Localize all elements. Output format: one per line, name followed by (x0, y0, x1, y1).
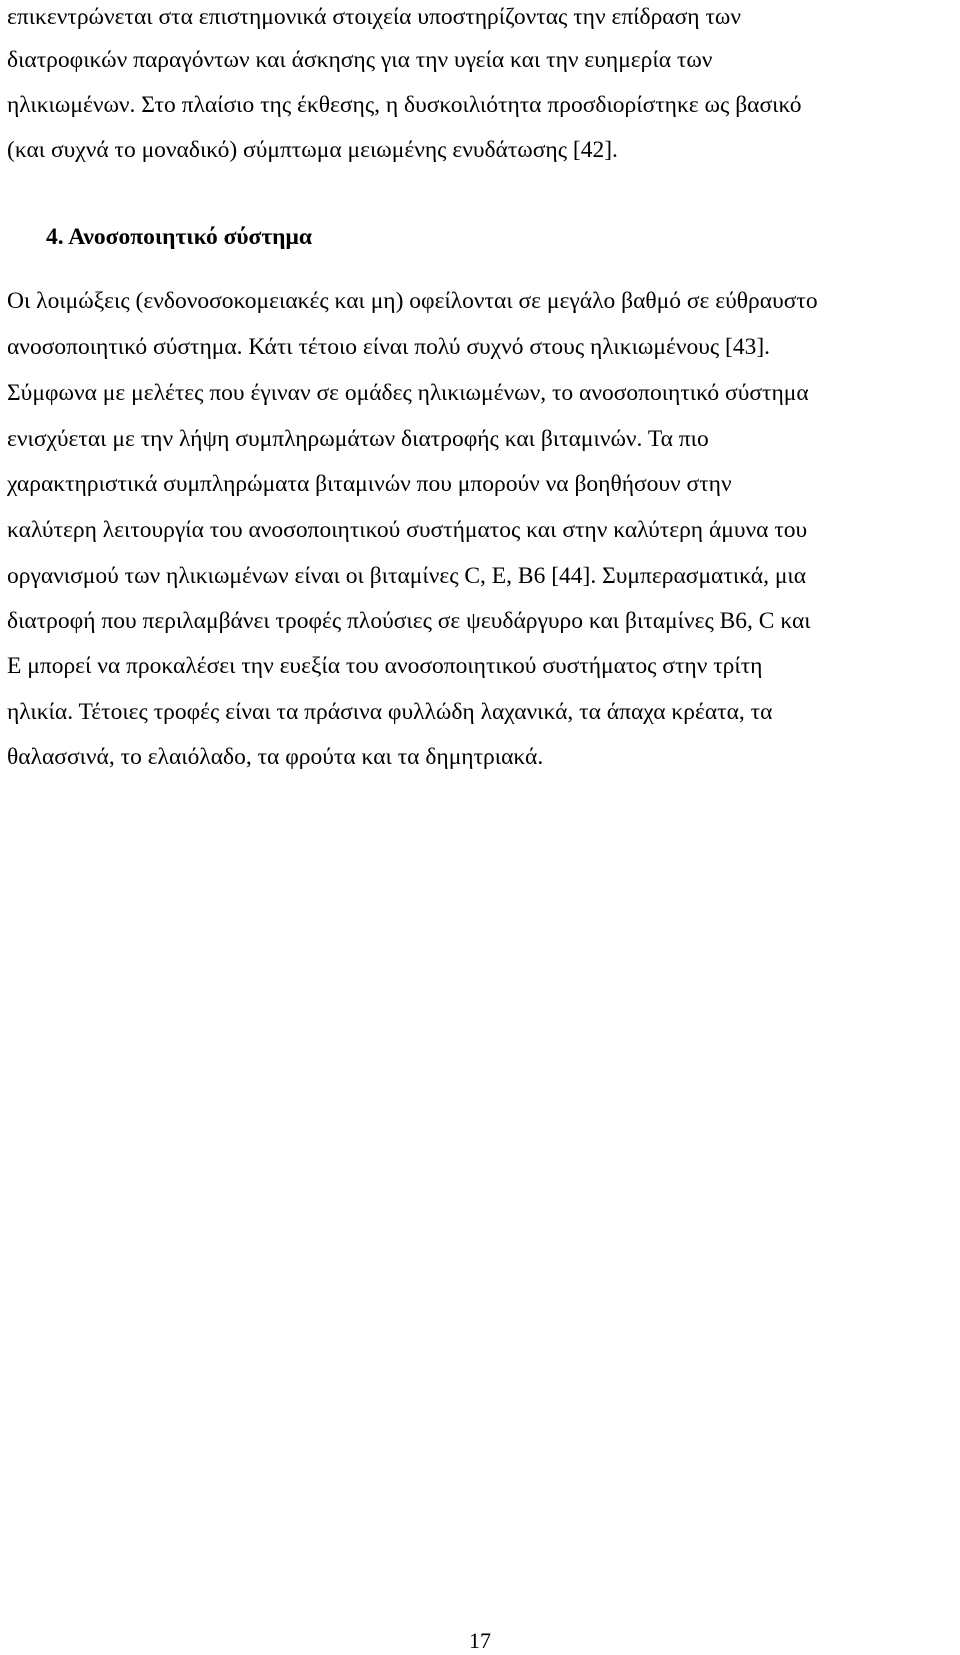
text-line: ηλικία. Τέτοιες τροφές είναι τα πράσινα φυλλώδη λαχανικά, τα άπαχα κρέατα, τα (7, 699, 773, 725)
text-line: Ε μπορεί να προκαλέσει την ευεξία του ανοσοποιητικού συστήματος στην τρίτη (7, 653, 763, 679)
text-line: διατροφή που περιλαμβάνει τροφές πλούσιες σε ψευδάργυρο και βιταμίνες Β6, C και (7, 608, 811, 634)
text-line: οργανισμού των ηλικιωμένων είναι οι βιταμίνες C, E, B6 [44]. Συμπερασματικά, μια (7, 563, 807, 589)
text-line: θαλασσινά, το ελαιόλαδο, τα φρούτα και τα δημητριακά. (7, 744, 544, 770)
text-line: ενισχύεται με την λήψη συμπληρωμάτων διατροφής και βιταμινών. Τα πιο (7, 426, 709, 452)
text-line: Οι λοιμώξεις (ενδονοσοκομειακές και μη) οφείλονται σε μεγάλο βαθμό σε εύθραυστο (7, 288, 818, 314)
text-line: καλύτερη λειτουργία του ανοσοποιητικού συστήματος και στην καλύτερη άμυνα του (7, 517, 808, 543)
page-number: 17 (469, 1628, 491, 1653)
text-line: Σύμφωνα με μελέτες που έγιναν σε ομάδες ηλικιωμένων, το ανοσοποιητικό σύστημα (7, 380, 809, 406)
text-line: χαρακτηριστικά συμπληρώματα βιταμινών που μπορούν να βοηθήσουν στην (7, 471, 732, 497)
section-heading: 4. Ανοσοποιητικό σύστημα (46, 224, 312, 250)
text-line: ηλικιωμένων. Στο πλαίσιο της έκθεσης, η δυσκοιλιότητα προσδιορίστηκε ως βασικό (7, 92, 802, 118)
text-line: (και συχνά το μοναδικό) σύμπτωμα μειωμένης ενυδάτωσης [42]. (7, 137, 618, 163)
text-line: ανοσοποιητικό σύστημα. Κάτι τέτοιο είναι πολύ συχνό στους ηλικιωμένους [43]. (7, 334, 771, 360)
text-line: διατροφικών παραγόντων και άσκησης για την υγεία και την ευημερία των (7, 47, 713, 73)
text-line: επικεντρώνεται στα επιστημονικά στοιχεία υποστηρίζοντας την επίδραση των (7, 4, 741, 30)
